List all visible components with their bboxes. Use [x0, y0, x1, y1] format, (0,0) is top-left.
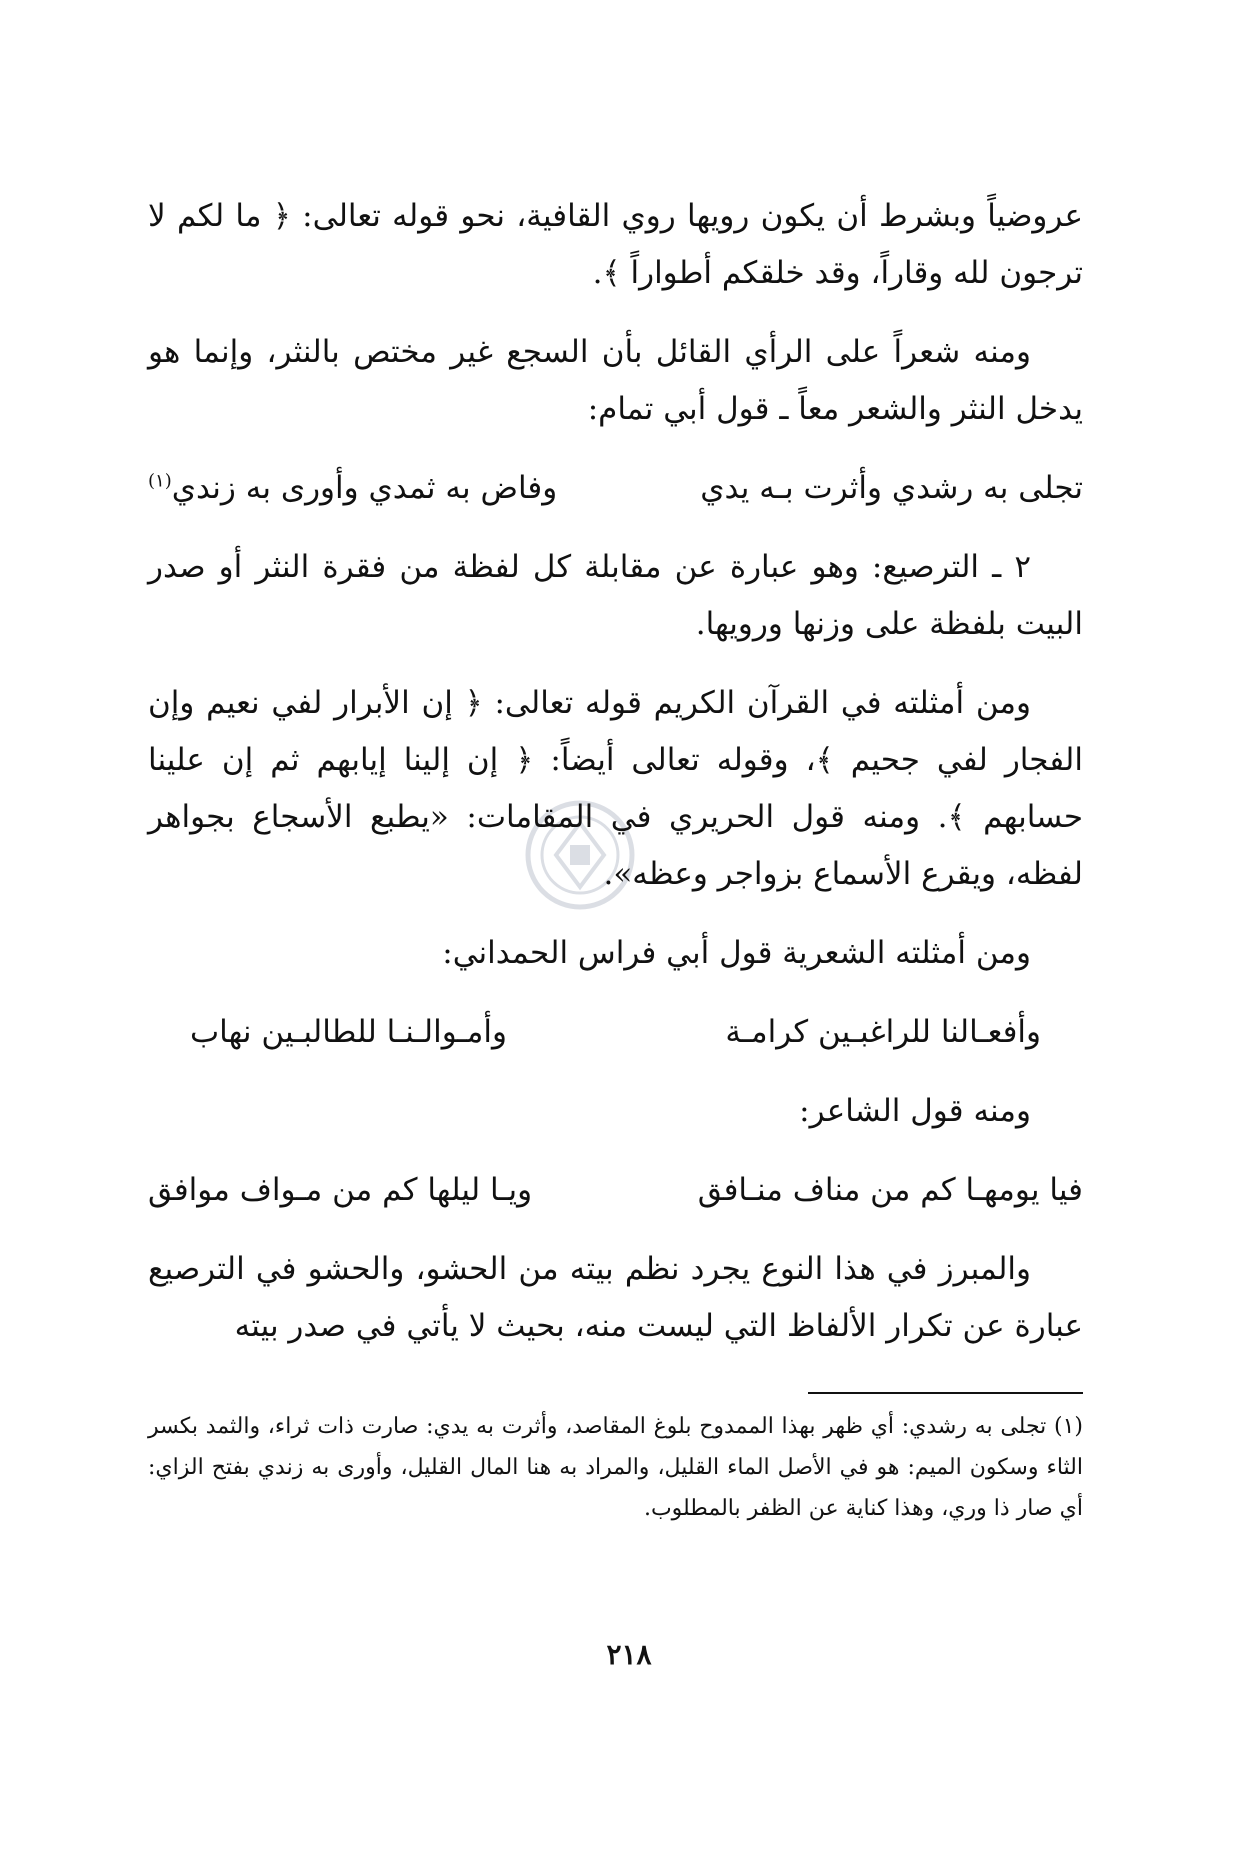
- footnote: [148, 1406, 1083, 1529]
- verse-first-hemistich: وأفعـالنا للراغبـين كرامـة: [725, 1014, 1041, 1050]
- paragraph-quran-examples: ومن أمثلته في القرآن الكريم قوله تعالى: ﴿ إن الأبرار لفي نعيم وإن الفجار لفي جحيم ﴾، وقوله تعالى أيضاً: ﴿ إن إلينا إيابهم ثم إن علينا حسابهم ﴾. ومنه قول الحريري في المقامات: «يطبع الأسجاع بجواهر لفظه، ويقرع الأسماع بزواجر وعظه».: [148, 685, 1083, 892]
- footnote-marker: (١): [148, 470, 172, 492]
- paragraph-poet-intro: ومنه قول الشاعر:: [799, 1093, 1031, 1129]
- paragraph-mubriz: والمبرز في هذا النوع يجرد نظم بيته من الحشو، والحشو في الترصيع عبارة عن تكرار الألفاظ التي ليست منه، بحيث لا يأتي في صدر بيته: [148, 1251, 1083, 1344]
- paragraph-1: عروضياً وبشرط أن يكون رويها روي القافية، نحو قوله تعالى: ﴿ ما لكم لا ترجون لله وقاراً، وقد خلقكم أطواراً ﴾.: [148, 198, 1083, 291]
- paragraph-tarsi: ٢ ـ الترصيع: وهو عبارة عن مقابلة كل لفظة من فقرة النثر أو صدر البيت بلفظة على وزنها ورويها.: [148, 549, 1083, 642]
- footnote-text: (١) تجلى به رشدي: أي ظهر بهذا الممدوح بلوغ المقاصد، وأثرت به يدي: صارت ذات ثراء، والثمد بكسر الثاء وسكون الميم: هو في الأصل الماء القليل، والمراد به هنا المال القليل، وأورى به زندي بفتح الزاي: أي صار ذا وري، وهذا كناية عن الظفر بالمطلوب.: [148, 1414, 1083, 1521]
- main-text: [148, 188, 1083, 1377]
- paragraph-2: ومنه شعراً على الرأي القائل بأن السجع غير مختص بالنثر، وإنما هو يدخل النثر والشعر معاً ـ قول أبي تمام:: [148, 334, 1083, 427]
- verse-poet: [148, 1162, 1083, 1219]
- footnote-divider: [808, 1392, 1083, 1394]
- verse-second-hemistich: ويـا ليلها كم من مـواف موافق: [148, 1172, 533, 1208]
- paragraph-poetry-examples: ومن أمثلته الشعرية قول أبي فراس الحمداني:: [442, 935, 1031, 971]
- verse-second-hemistich: وفاض به ثمدي وأورى به زندي$^{(١)}$: [148, 470, 558, 506]
- verse-first-hemistich: فيا يومهـا كم من مناف منـافق: [697, 1172, 1083, 1208]
- verse-first-hemistich: تجلى به رشدي وأثرت بـه يدي: [700, 470, 1083, 506]
- verse-abu-tammam: [148, 460, 1083, 517]
- verse-abu-firas: [148, 1004, 1083, 1061]
- verse-second-hemistich: وأمـوالـنـا للطالبـين نهاب: [190, 1014, 507, 1050]
- page-number: ٢١٨: [606, 1638, 652, 1671]
